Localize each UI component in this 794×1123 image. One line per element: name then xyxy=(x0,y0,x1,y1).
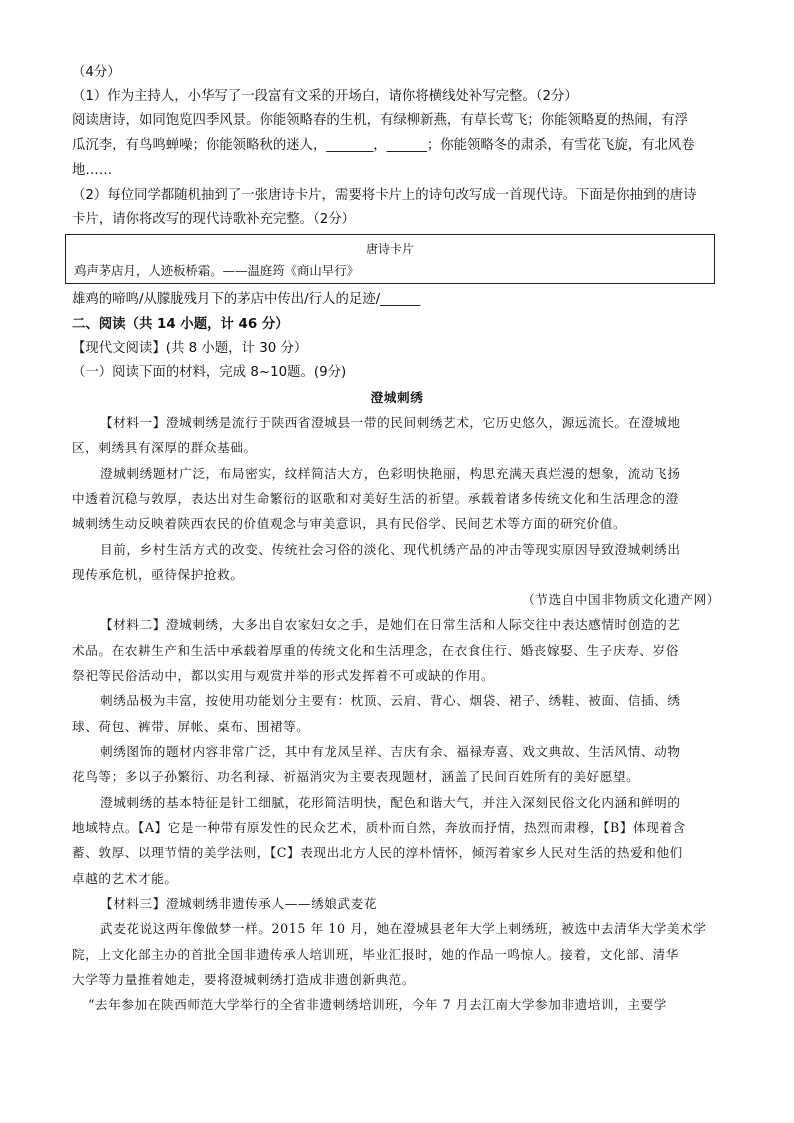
question-score: （4分） xyxy=(72,65,121,80)
poem-card xyxy=(65,234,715,284)
article-line: 卓越的艺术才能。 xyxy=(72,871,178,886)
article-line: 澄城刺绣题材广泛，布局密实，纹样简洁大方，色彩明快艳丽，构思充满天真烂漫的想象，流动飞扬 xyxy=(100,466,681,481)
poem-line: 雄鸡的啼鸣/从朦胧残月下的茅店中传出/行人的足迹/______ xyxy=(72,292,421,307)
article-line: 祭祀等民俗活动中，都以实用与观赏并举的形式发挥着不可或缺的作用。 xyxy=(72,668,495,683)
article-line: 澄城刺绣的基本特征是针工细腻，花形简洁明快，配色和谐大气，并注入深刻民俗文化内涵和鲜明的 xyxy=(100,795,681,810)
article-line: 目前，乡村生活方式的改变、传统社会习俗的淡化、现代机绣产品的冲击等现实原因导致澄城刺绣出 xyxy=(100,542,681,557)
paragraph-line: 阅读唐诗，如同饱览四季风景。你能领略春的生机，有绿柳新燕，有草长莺飞；你能领略夏的热闹，有浮 xyxy=(72,113,688,128)
article-line: 武麦花说这两年像做梦一样。2015 年 10 月，她在澄城县老年大学上刺绣班，被选中去清华大学美术学 xyxy=(100,921,707,936)
article-line: 城刺绣生动反映着陕西农民的价值观念与审美意识，具有民俗学、民间艺术等方面的研究价值。 xyxy=(72,516,627,531)
article-line: 蓄、敦厚、以理节情的美学法则，【C】表现出北方人民的淳朴情怀，倾泻着家乡人民对生活的热爱和他们 xyxy=(72,845,683,860)
article-line: 【材料一】澄城刺绣是流行于陕西省澄城县一带的民间刺绣艺术，它历史悠久，源远流长。在澄城地 xyxy=(100,415,681,430)
article-line: “去年参加在陕西师范大学举行的全省非遗刺绣培训班，今年 7 月去江南大学参加非遗培训，主要学 xyxy=(88,997,667,1012)
article-line: 【材料二】澄城刺绣，大多出自农家妇女之手，是她们在日常生活和人际交往中表达感情时创造的艺 xyxy=(100,617,681,632)
article-line: 球、荷包、裤带、屏帐、桌布、围裙等。 xyxy=(72,719,310,734)
article-line: 刺绣品极为丰富，按使用功能划分主要有：枕顶、云肩、背心、烟袋、裙子、绣鞋、被面、信插、绣 xyxy=(100,693,681,708)
article-line: 地域特点。【A】它是一种带有原发性的民众艺术，质朴而自然，奔放而抒情，热烈而肃穆，【B】体现着含 xyxy=(72,820,686,835)
article-line: 花鸟等；多以子孙繁衍、功名利禄、祈福消灾为主要表现题材，涵盖了民间百姓所有的美好愿望。 xyxy=(72,769,640,784)
article-line: 现传承危机，亟待保护抢救。 xyxy=(72,567,244,582)
source-note: （节选自中国非物质文化遗产网） xyxy=(522,592,720,607)
question-1: （1）作为主持人，小华写了一段富有文采的开场白，请你将横线处补写完整。（2分） xyxy=(72,89,578,104)
article-line: 大学等力量推着她走，要将澄城刺绣打造成非遗创新典范。 xyxy=(72,972,416,987)
article-line: 院，上文化部主办的首批全国非遗传承人培训班，毕业汇报时，她的作品一鸣惊人。接着，文化部、清华 xyxy=(72,947,679,962)
poem-card-text: 鸡声茅店月，人迹板桥霜。——温庭筠《商山早行》 xyxy=(74,263,359,278)
subsection-heading: 【现代文阅读】(共 8 小题，计 30 分） xyxy=(72,341,308,356)
article-line: 【材料三】澄城刺绣非遗传承人——绣娘武麦花 xyxy=(100,896,378,911)
poem-card-title: 唐诗卡片 xyxy=(365,242,414,256)
article-line: 中透着沉稳与敦厚，表达出对生命繁衍的讴歌和对美好生活的祈望。承载着诸多传统文化和生活理念的澄 xyxy=(72,491,679,506)
paragraph-line: 地…… xyxy=(72,163,113,178)
question-2: （2）每位同学都随机抽到了一张唐诗卡片，需要将卡片上的诗句改写成一首现代诗。下面是你抽到的唐诗 xyxy=(72,188,697,203)
paragraph-line-blanks: 瓜沉李，有鸟鸣蝉噪；你能领略秋的迷人，_______，______；你能领略冬的肃杀，有雪花飞旋，有北风卷 xyxy=(72,138,695,153)
part-heading: （一）阅读下面的材料，完成 8~10题。(9分) xyxy=(72,365,347,380)
question-2-cont: 卡片，请你将改写的现代诗歌补充完整。（2分） xyxy=(72,212,356,227)
article-line: 术品。在农耕生产和生活中承载着厚重的传统文化和生活理念，在衣食住行、婚丧嫁娶、生子庆寿、岁俗 xyxy=(72,643,679,658)
article-title: 澄城刺绣 xyxy=(370,390,424,405)
article-line: 区，刺绣具有深厚的群众基础。 xyxy=(72,440,257,455)
section-heading: 二、阅读（共 14 小题，计 46 分） xyxy=(72,317,289,332)
article-line: 刺绣图饰的题材内容非常广泛，其中有龙凤呈祥、吉庆有余、福禄寿喜、戏文典故、生活风情、动物 xyxy=(100,744,681,759)
